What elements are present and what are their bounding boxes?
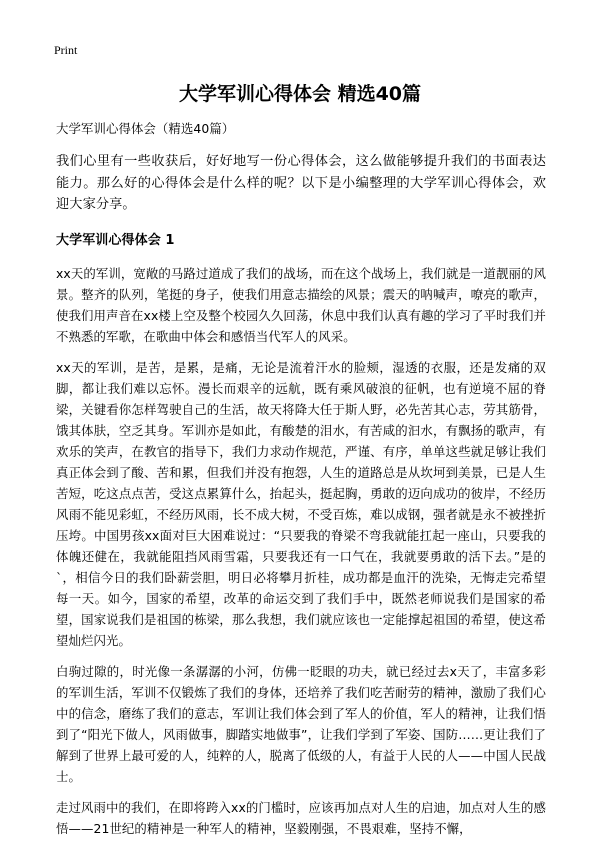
print-link[interactable]: Print [54, 43, 78, 57]
intro-paragraph: 我们心里有一些收获后，好好地写一份心得体会，这么做能够提升我们的书面表达能力。那么好的心得体会是什么样的呢？以下是小编整理的大学军训心得体会，欢迎大家分享。 [56, 154, 546, 212]
document-subtitle: 大学军训心得体会（精选40篇） [56, 121, 235, 136]
page-title: 大学军训心得体会 精选40篇 [178, 83, 422, 105]
section-heading: 大学军训心得体会 1 [56, 232, 175, 248]
body-paragraph: xx天的军训，宽敞的马路过道成了我们的战场，而在这个战场上，我们就是一道靓丽的风景。整齐的队列，笔挺的身子，使我们用意志描绘的风景；震天的呐喊声，嘹亮的歌声，使我们用声音在xx楼上空及整个校园久久回荡，休息中我们认真有趣的学习了平时我们并不熟悉的军歌，在歌曲中体会和感悟当代军人的风采。 [56, 265, 546, 344]
body-paragraph: 走过风雨中的我们，在即将跨入xx的门槛时，应该再加点对人生的启迪，加点对人生的感悟——21世纪的精神是一种军人的精神，坚毅刚强，不畏艰难，坚持不懈， [56, 799, 546, 836]
document-body [56, 118, 546, 849]
body-paragraph: 白驹过隙的，时光像一条潺潺的小河，仿佛一眨眼的功夫，就已经过去x天了，丰富多彩的军训生活，军训不仅锻炼了我们的身体，还培养了我们吃苦耐劳的精神，激励了我们心中的信念，磨练了我们的意志，军训让我们体会到了军人的价值，军人的精神，让我们悟到了“阳光下做人，风雨做事，脚踏实地做事”，让我们学到了军姿、国防……更让我们了解到了世界上最可爱的人，纯粹的人，脱离了低级的人，有益于人民的人——中国人民战士。 [56, 663, 546, 784]
body-paragraph: xx天的军训，是苦，是累，是痛，无论是流着汗水的脸颊，湿透的衣服，还是发痛的双脚，都让我们难以忘怀。漫长而艰辛的远航，既有乘风破浪的征帆，也有逆境不屈的脊梁，关键看你怎样驾驶自己的生活，故天将降大任于斯人野，必先苦其心志，劳其筋骨，饿其体肤，空乏其身。军训亦是如此，有酸楚的泪水，有苦咸的汩水，有飘扬的歌声，有欢乐的笑声，在教官的指导下，我们力求动作规范，严谨、有序，单单这些就足够让我们真正体会到了酸、苦和累，但我们并没有抱怨，人生的道路总是从坎坷到美景，已是人生苦短，吃这点点苦，受这点累算什么，抬起头，挺起胸，勇敢的迈向成功的彼岸，不经历风雨不能见彩虹，不经历风雨，长不成大树，不受百炼，难以成钢，强者就是永不被挫折压垮。中国男孩xx面对巨大困难说过：“只要我的脊梁不弯我就能扛起一座山，只要我的体魄还健在，我就能阻挡风雨雪霜，只要我还有一口气在，我就要勇敢的活下去。”是的`，相信今日的我们卧薪尝胆，明日必将攀月折桂，成功都是血汗的洗染，无悔走完希望每一天。如今，国家的希望，改革的命运交到了我们手中，既然老师说我们是国家的希望，国家说我们是祖国的栋梁，那么我想，我们就应该也一定能撑起祖国的希望，使这希望灿烂闪光。 [56, 359, 546, 648]
